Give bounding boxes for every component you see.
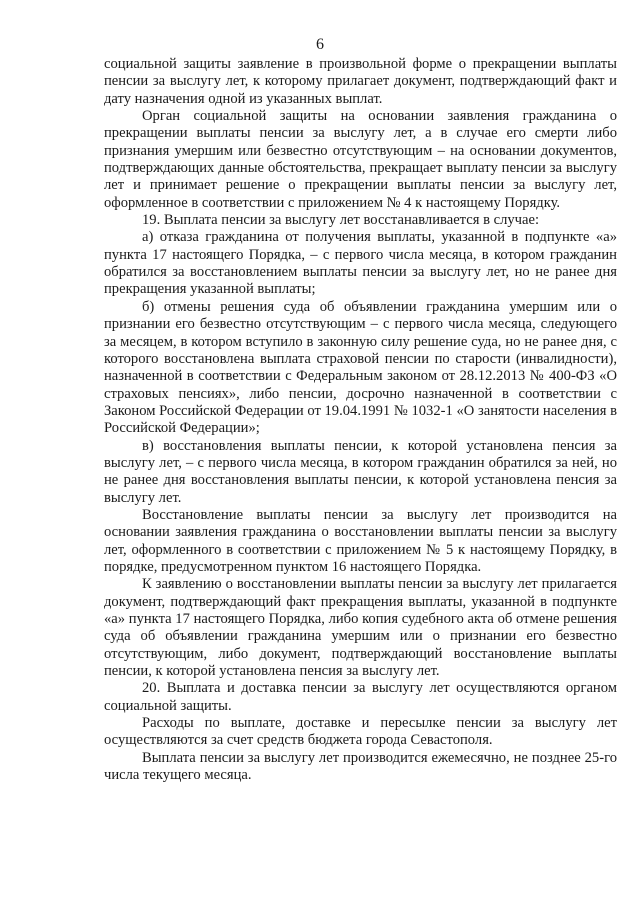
paragraph-restoration-basis: Восстановление выплаты пенсии за выслугу лет производится на основании заявления гражданина о восстановлении выплаты пенсии за выслугу лет, оформленного в соответствии с приложением № 5 к настоящему Порядку, в порядке, предусмотренном пунктом 16 настоящего Порядка. [104, 506, 617, 575]
paragraph-restoration-documents: К заявлению о восстановлении выплаты пенсии за выслугу лет прилагается документ, подтверждающий факт прекращения выплаты, указанной в подпункте «а» пункта 17 настоящего Порядка, либо копия судебного акта об отмене решения суда об объявлении гражданина умершим или о признании его безвестно отсутствующим, либо документ, подтверждающий восстановление выплаты пенсии, к которой установлена пенсия за выслугу лет. [104, 576, 617, 680]
paragraph-expenses: Расходы по выплате, доставке и пересылке пенсии за выслугу лет осуществляются за счет средств бюджета города Севастополя. [104, 715, 617, 749]
paragraph-item-19-a: а) отказа гражданина от получения выплаты, указанной в подпункте «а» пункта 17 настоящего Порядка, – с первого числа месяца, в котором гражданин обратился за восстановлением выплаты пенсии за выслугу лет, но не ранее дня прекращения указанной выплаты; [104, 229, 617, 298]
paragraph-payment-schedule: Выплата пенсии за выслугу лет производится ежемесячно, не позднее 25-го числа текущего месяца. [104, 749, 617, 784]
paragraph-termination-decision: Орган социальной защиты на основании заявления гражданина о прекращении выплаты пенсии за выслугу лет, а в случае его смерти либо признания умершим или безвестно отсутствующим – на основании документов, подтверждающих данные обстоятельства, прекращает выплату пенсии за выслугу лет и принимает решение о прекращении выплаты пенсии за выслугу лет, оформленное в соответствии с приложением № 4 к настоящему Порядку. [104, 108, 617, 211]
paragraph-item-19-b: б) отмены решения суда об объявлении гражданина умершим или о признании его безвестно отсутствующим – с первого числа месяца, следующего за месяцем, в котором вступило в законную силу решение суда, но не ранее дня, с которого восстановлена выплата страховой пенсии по старости (инвалидности), назначенной в соответствии с Федеральным законом от 28.12.2013 № 400-ФЗ «О страховых пенсиях», либо пенсии, досрочно назначенной в соответствии с Законом Российской Федерации от 19.04.1991 № 1032-1 «О занятости населения в Российской Федерации»; [104, 298, 617, 437]
paragraph-item-19-c: в) восстановления выплаты пенсии, к которой установлена пенсия за выслугу лет, – с первого числа месяца, в котором гражданин обратился за ней, но не ранее дня восстановления выплаты пенсии, к которой установлена пенсия за выслугу лет. [104, 437, 617, 506]
paragraph-item-19-heading: 19. Выплата пенсии за выслугу лет восстанавливается в случае: [142, 212, 540, 229]
paragraph-item-20: 20. Выплата и доставка пенсии за выслугу лет осуществляются органом социальной защиты. [104, 680, 617, 714]
page-number: 6 [316, 36, 324, 53]
paragraph-application-continuation: социальной защиты заявление в произвольной форме о прекращении выплаты пенсии за выслугу лет, к которому прилагает документ, подтверждающий факт и дату назначения одной из указанных выплат. [104, 56, 617, 107]
document-body [104, 56, 617, 784]
